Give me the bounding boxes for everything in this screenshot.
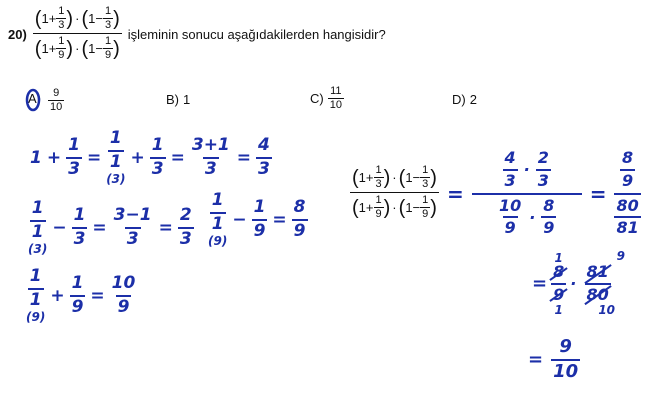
option-a[interactable] [28,88,64,113]
hw-line-2: 1 1 (3) − $\frac{1}{3}$ = $\frac{3-1}{3}$ = $\frac{2}{3}$ [28,198,192,256]
hw-right-equation: ( 1 + $\frac{1}{3}$ ) · ( 1 − $\frac{1}{3}$ ) ( 1 + $\frac{1}{9}$ ) · ( 1 − $\frac{1}{9}$ ) = 4 3 · 2 3 10 9 · 8 9 = 8 9 80 81 [352,148,639,238]
expand-note: (3) [106,171,126,186]
option-d[interactable] [452,92,477,107]
factor-1-minus-1-3: ( 1 − $\frac{1}{3}$ ) [81,5,120,31]
option-c-letter: C) [310,91,324,106]
question-expression: ( 1 + $\frac{1}{3}$ ) · ( 1 − $\frac{1}{3}$ ) ( 1 + $\frac{1}{9}$ ) · ( 1 − $\frac{1}{9}$ ) [34,5,120,61]
option-c-value: $\frac{11}{10}$ [329,85,342,111]
hw-line-4: 1 1 (9) + $\frac{1}{9}$ = $\frac{10}{9}$ [26,266,136,324]
option-a-value: $\frac{9}{10}$ [50,87,63,113]
hw-compound-fraction: 4 3 · 2 3 10 9 · 8 9 [472,150,582,237]
question-number: 20) [8,27,27,42]
hw-final-answer: = $\frac{9}{10}$ [528,336,579,382]
option-b-letter: B) [166,92,179,107]
option-b-value: 1 [183,92,191,107]
hw-result-fraction: 8 9 80 81 [616,148,639,238]
option-b[interactable] [166,92,190,107]
selected-circle-mark [24,87,44,113]
factor-1-plus-1-9: ( 1 + $\frac{1}{9}$ ) [34,35,74,61]
factor-1-minus-1-9: ( 1 − $\frac{1}{9}$ ) [81,35,120,61]
question-text: işleminin sonucu aşağıdakilerden hangisidir? [127,27,386,42]
hw-simplification: = 1 8 9 1 · 9 81 80 10 [532,249,626,317]
copied-expression: ( 1 + $\frac{1}{3}$ ) · ( 1 − $\frac{1}{3}$ ) ( 1 + $\frac{1}{9}$ ) · ( 1 − $\frac{1}{9}$ ) [352,164,437,221]
hw-line-1: 1 + $\frac{1}{3}$ = 1 1 (3) + $\frac{1}{3}$ = $\frac{3+1}{3}$ = $\frac{4}{3}$ [30,128,270,186]
option-c[interactable] [310,86,344,111]
question-block [8,6,386,63]
factor-1-plus-1-3: ( 1 + $\frac{1}{3}$ ) [34,5,74,31]
option-d-letter: D) [452,92,466,107]
option-d-value: 2 [469,92,477,107]
option-a-letter: A) [28,90,41,106]
hw-line-3: 1 1 (9) − $\frac{1}{9}$ = $\frac{8}{9}$ [208,190,306,248]
